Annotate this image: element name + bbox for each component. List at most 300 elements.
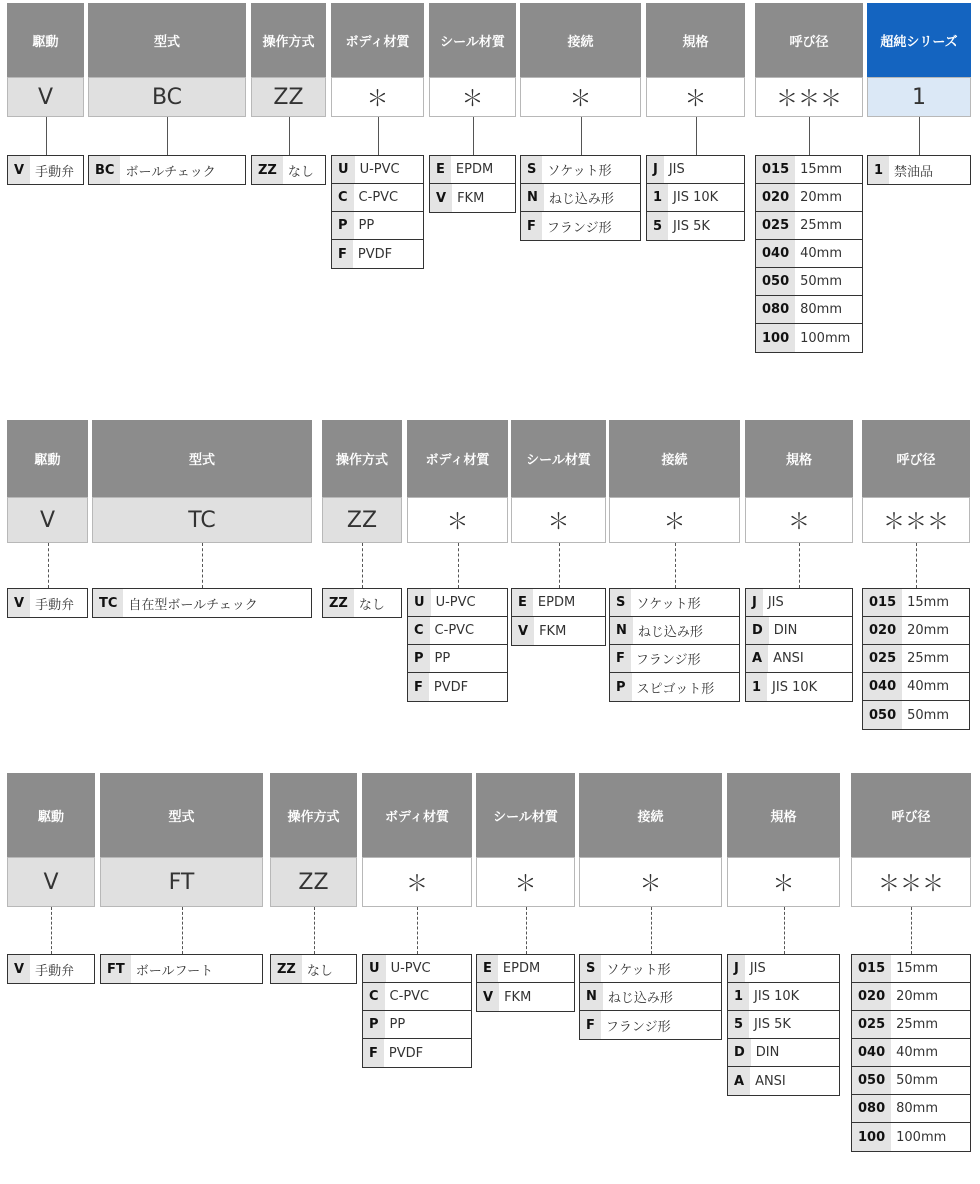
option-code: TC: [93, 589, 123, 617]
option-code: 1: [728, 983, 749, 1010]
option-row: [89, 156, 245, 184]
option-row: [756, 184, 862, 212]
option-desc: JIS 10K: [673, 190, 719, 205]
option-row: [728, 1039, 839, 1067]
option-desc: PVDF: [433, 679, 469, 695]
option-list: [7, 954, 95, 984]
connector-line: [559, 543, 560, 588]
option-desc: ボールチェック: [125, 164, 216, 180]
option-desc: フランジ形: [635, 653, 701, 668]
option-code: F: [521, 212, 542, 240]
option-code: 020: [852, 983, 891, 1010]
code-cell: ＊: [646, 77, 745, 117]
option-code: N: [610, 617, 633, 644]
option-desc: スピゴット形: [636, 681, 715, 697]
option-desc: C-PVC: [389, 989, 430, 1004]
option-row: [521, 184, 640, 212]
option-code: V: [477, 983, 499, 1011]
code-cell: V: [7, 497, 88, 543]
option-row: [647, 212, 744, 240]
option-list: [867, 155, 971, 185]
connector-line: [651, 907, 652, 954]
option-row: [756, 268, 862, 296]
option-row: [408, 645, 507, 673]
option-desc: 25mm: [800, 218, 843, 233]
column-header: 接続: [579, 773, 722, 857]
option-code: 040: [756, 240, 795, 267]
option-desc: 20mm: [907, 623, 950, 638]
option-desc: 20mm: [800, 190, 843, 205]
option-code: J: [647, 156, 664, 183]
option-row: [647, 156, 744, 184]
option-desc: 自在型ボールチェック: [128, 597, 258, 613]
option-code: 100: [756, 324, 795, 352]
code-cell: BC: [88, 77, 246, 117]
option-code: 015: [852, 955, 891, 982]
option-row: [746, 589, 852, 617]
column-header: ボディ材質: [407, 420, 508, 497]
option-desc: 手動弁: [35, 164, 75, 180]
connector-line: [314, 907, 315, 954]
column-header: シール材質: [476, 773, 575, 857]
option-code: U: [332, 156, 355, 183]
option-list: [862, 588, 970, 730]
connector-line: [799, 543, 800, 588]
option-row: [852, 1011, 970, 1039]
option-row: [746, 673, 852, 701]
connector-line: [48, 543, 49, 588]
code-cell: ＊: [520, 77, 641, 117]
option-code: 015: [863, 589, 902, 616]
column-header: 型式: [92, 420, 312, 497]
column-header: ボディ材質: [362, 773, 472, 857]
option-code: P: [408, 645, 430, 672]
code-cell: ＊: [609, 497, 740, 543]
option-row: [580, 955, 721, 983]
option-desc: 25mm: [907, 651, 950, 666]
option-code: ZZ: [271, 955, 302, 983]
connector-line: [182, 907, 183, 954]
option-code: F: [332, 240, 353, 268]
option-desc: U-PVC: [390, 961, 431, 976]
connector-line: [809, 117, 810, 155]
option-list: [511, 588, 606, 646]
option-list: [429, 155, 516, 213]
column-header: 呼び径: [755, 3, 863, 77]
column-header: 駆動: [7, 3, 84, 77]
option-list: [362, 954, 472, 1068]
column-header: 規格: [745, 420, 853, 497]
option-desc: JIS 5K: [754, 1017, 791, 1032]
option-code: ZZ: [323, 589, 354, 617]
option-row: [521, 156, 640, 184]
option-code: D: [728, 1039, 751, 1066]
option-row: [271, 955, 356, 983]
connector-line: [378, 117, 379, 155]
option-code: 050: [852, 1067, 891, 1094]
option-code: 5: [647, 212, 668, 240]
option-row: [728, 955, 839, 983]
code-cell: ＊: [476, 857, 575, 907]
option-row: [363, 955, 471, 983]
option-desc: ねじ込み形: [637, 625, 703, 640]
option-code: 050: [863, 701, 902, 729]
option-list: [520, 155, 641, 241]
connector-line: [473, 117, 474, 155]
option-code: 025: [863, 645, 902, 672]
option-code: P: [363, 1011, 385, 1038]
option-desc: なし: [287, 164, 314, 180]
option-desc: PP: [389, 1017, 406, 1032]
option-list: [270, 954, 357, 984]
option-row: [863, 701, 969, 729]
option-code: 080: [852, 1095, 891, 1122]
option-desc: 80mm: [800, 302, 843, 317]
option-list: [851, 954, 971, 1152]
option-desc: JIS 10K: [772, 679, 818, 695]
option-row: [101, 955, 262, 983]
option-desc: EPDM: [455, 162, 494, 177]
option-list: [755, 155, 863, 353]
column-header: 型式: [88, 3, 246, 77]
column-header: 規格: [727, 773, 840, 857]
option-row: [728, 1067, 839, 1095]
option-code: D: [746, 617, 769, 644]
option-code: 025: [756, 212, 795, 239]
column-header: 駆動: [7, 773, 95, 857]
option-row: [610, 673, 739, 701]
column-header: 規格: [646, 3, 745, 77]
option-code: A: [746, 645, 768, 672]
option-desc: 100mm: [896, 1129, 947, 1145]
option-code: 1: [746, 673, 767, 701]
option-list: [251, 155, 326, 185]
option-desc: 50mm: [907, 707, 950, 723]
option-row: [580, 983, 721, 1011]
option-list: [92, 588, 312, 618]
option-row: [332, 184, 423, 212]
option-code: 100: [852, 1123, 891, 1151]
option-list: [609, 588, 740, 702]
option-row: [852, 983, 970, 1011]
code-cell: 1: [867, 77, 971, 117]
option-desc: 25mm: [896, 1017, 939, 1032]
option-desc: ボールフート: [135, 963, 214, 979]
option-desc: 20mm: [896, 989, 939, 1004]
option-code: V: [430, 184, 452, 212]
code-cell: V: [7, 77, 84, 117]
option-row: [746, 645, 852, 673]
connector-line: [916, 543, 917, 588]
option-desc: ソケット形: [547, 164, 612, 179]
option-code: E: [512, 589, 533, 616]
option-desc: ねじ込み形: [548, 192, 614, 207]
connector-line: [581, 117, 582, 155]
column-header: 呼び径: [851, 773, 971, 857]
option-desc: DIN: [773, 623, 798, 638]
option-list: [579, 954, 722, 1040]
code-cell: FT: [100, 857, 263, 907]
option-row: [610, 617, 739, 645]
option-code: C: [408, 617, 430, 644]
option-row: [408, 673, 507, 701]
option-code: V: [512, 617, 534, 645]
column-header: 駆動: [7, 420, 88, 497]
connector-line: [167, 117, 168, 155]
option-desc: なし: [358, 597, 385, 613]
option-code: F: [610, 645, 631, 672]
connector-line: [675, 543, 676, 588]
option-desc: 40mm: [907, 679, 950, 694]
option-row: [93, 589, 311, 617]
option-desc: JIS 10K: [754, 989, 800, 1004]
option-code: F: [363, 1039, 384, 1067]
option-desc: JIS: [668, 162, 685, 177]
option-code: 015: [756, 156, 795, 183]
column-header: ボディ材質: [331, 3, 424, 77]
option-code: V: [8, 955, 30, 983]
option-desc: PVDF: [357, 246, 393, 262]
connector-line: [458, 543, 459, 588]
option-code: ZZ: [252, 156, 283, 184]
code-cell: TC: [92, 497, 312, 543]
option-desc: 50mm: [800, 274, 843, 289]
option-row: [332, 240, 423, 268]
option-desc: フランジ形: [605, 1019, 671, 1035]
option-code: E: [477, 955, 498, 982]
option-desc: EPDM: [537, 595, 576, 610]
option-desc: PP: [358, 218, 375, 233]
option-list: [727, 954, 840, 1096]
code-cell: ＊: [362, 857, 472, 907]
option-row: [852, 1123, 970, 1151]
option-desc: 禁油品: [894, 164, 934, 180]
option-code: 025: [852, 1011, 891, 1038]
option-desc: 15mm: [896, 961, 939, 976]
column-header: 呼び径: [862, 420, 970, 497]
column-header: 操作方式: [322, 420, 402, 497]
option-row: [756, 240, 862, 268]
connector-line: [417, 907, 418, 954]
option-code: FT: [101, 955, 131, 983]
option-code: J: [746, 589, 763, 616]
connector-line: [784, 907, 785, 954]
code-cell: ＊: [429, 77, 516, 117]
option-list: [476, 954, 575, 1012]
option-desc: EPDM: [502, 961, 541, 976]
option-desc: U-PVC: [435, 595, 476, 610]
option-code: F: [408, 673, 429, 701]
option-desc: 40mm: [896, 1045, 939, 1060]
option-row: [323, 589, 401, 617]
code-cell: ZZ: [322, 497, 402, 543]
option-list: [100, 954, 263, 984]
option-desc: ねじ込み形: [607, 991, 673, 1006]
option-row: [408, 617, 507, 645]
option-code: E: [430, 156, 451, 183]
column-header: 型式: [100, 773, 263, 857]
connector-line: [202, 543, 203, 588]
option-desc: 100mm: [800, 330, 851, 346]
option-list: [7, 155, 84, 185]
option-code: V: [8, 156, 30, 184]
option-code: J: [728, 955, 745, 982]
option-row: [521, 212, 640, 240]
option-row: [363, 1039, 471, 1067]
option-desc: DIN: [755, 1045, 780, 1060]
connector-line: [46, 117, 47, 155]
option-row: [580, 1011, 721, 1039]
option-row: [746, 617, 852, 645]
connector-line: [696, 117, 697, 155]
option-desc: ANSI: [773, 651, 804, 666]
option-row: [756, 324, 862, 352]
option-desc: FKM: [504, 989, 532, 1005]
option-row: [332, 212, 423, 240]
option-code: C: [363, 983, 385, 1010]
option-row: [8, 589, 87, 617]
code-cell: ＊＊＊: [755, 77, 863, 117]
option-desc: C-PVC: [358, 190, 399, 205]
connector-line: [51, 907, 52, 954]
column-header: 超純シリーズ: [867, 3, 971, 77]
option-desc: なし: [306, 963, 333, 979]
option-list: [745, 588, 853, 702]
option-desc: 手動弁: [35, 963, 75, 979]
option-code: 020: [756, 184, 795, 211]
option-desc: ソケット形: [636, 597, 701, 612]
code-cell: ＊＊＊: [862, 497, 970, 543]
column-header: 接続: [520, 3, 641, 77]
option-desc: 15mm: [907, 595, 950, 610]
connector-line: [362, 543, 363, 588]
option-code: 1: [647, 184, 668, 211]
option-row: [728, 983, 839, 1011]
option-row: [363, 983, 471, 1011]
option-desc: 40mm: [800, 246, 843, 261]
option-code: 1: [868, 156, 889, 184]
option-row: [756, 296, 862, 324]
option-desc: C-PVC: [434, 623, 475, 638]
option-row: [756, 212, 862, 240]
option-desc: フランジ形: [546, 220, 612, 236]
option-list: [322, 588, 402, 618]
option-code: U: [408, 589, 431, 616]
option-desc: JIS 5K: [673, 218, 710, 234]
option-desc: FKM: [457, 190, 485, 206]
column-header: 操作方式: [270, 773, 357, 857]
option-list: [88, 155, 246, 185]
option-code: 040: [863, 673, 902, 700]
option-row: [863, 617, 969, 645]
column-header: 接続: [609, 420, 740, 497]
connector-line: [526, 907, 527, 954]
option-desc: 50mm: [896, 1073, 939, 1088]
option-code: 040: [852, 1039, 891, 1066]
option-desc: 80mm: [896, 1101, 939, 1116]
option-row: [363, 1011, 471, 1039]
option-code: F: [580, 1011, 601, 1039]
option-row: [863, 589, 969, 617]
code-cell: V: [7, 857, 95, 907]
option-row: [252, 156, 325, 184]
option-code: 080: [756, 296, 795, 323]
option-row: [477, 955, 574, 983]
option-row: [863, 645, 969, 673]
code-cell: ＊: [407, 497, 508, 543]
option-list: [7, 588, 88, 618]
option-desc: JIS: [749, 961, 766, 976]
option-desc: ソケット形: [606, 963, 671, 978]
option-row: [8, 955, 94, 983]
column-header: 操作方式: [251, 3, 326, 77]
column-header: シール材質: [429, 3, 516, 77]
connector-line: [289, 117, 290, 155]
option-code: BC: [89, 156, 120, 184]
option-row: [647, 184, 744, 212]
option-code: S: [610, 589, 631, 616]
option-row: [610, 645, 739, 673]
option-desc: JIS: [767, 595, 784, 610]
option-desc: PVDF: [388, 1045, 424, 1061]
option-row: [852, 955, 970, 983]
option-row: [756, 156, 862, 184]
option-row: [852, 1039, 970, 1067]
option-row: [728, 1011, 839, 1039]
connector-line: [911, 907, 912, 954]
option-code: A: [728, 1067, 750, 1095]
option-desc: 手動弁: [35, 597, 75, 613]
option-row: [477, 983, 574, 1011]
option-list: [407, 588, 508, 702]
option-code: U: [363, 955, 386, 982]
option-list: [646, 155, 745, 241]
option-code: 020: [863, 617, 902, 644]
option-row: [852, 1095, 970, 1123]
option-list: [331, 155, 424, 269]
option-row: [512, 617, 605, 645]
option-code: P: [610, 673, 632, 701]
code-cell: ＊: [511, 497, 606, 543]
code-cell: ＊: [579, 857, 722, 907]
code-cell: ＊: [331, 77, 424, 117]
option-code: 5: [728, 1011, 749, 1038]
option-code: C: [332, 184, 354, 211]
code-cell: ＊＊＊: [851, 857, 971, 907]
option-row: [332, 156, 423, 184]
option-row: [610, 589, 739, 617]
option-code: P: [332, 212, 354, 239]
option-row: [852, 1067, 970, 1095]
option-code: V: [8, 589, 30, 617]
option-row: [8, 156, 83, 184]
option-desc: ANSI: [755, 1073, 786, 1089]
option-row: [863, 673, 969, 701]
code-cell: ＊: [727, 857, 840, 907]
option-code: S: [580, 955, 601, 982]
connector-line: [919, 117, 920, 155]
code-cell: ZZ: [251, 77, 326, 117]
option-row: [430, 156, 515, 184]
option-code: N: [521, 184, 544, 211]
option-row: [430, 184, 515, 212]
option-desc: FKM: [539, 623, 567, 639]
option-row: [408, 589, 507, 617]
option-row: [868, 156, 970, 184]
option-desc: U-PVC: [359, 162, 400, 177]
column-header: シール材質: [511, 420, 606, 497]
code-cell: ZZ: [270, 857, 357, 907]
